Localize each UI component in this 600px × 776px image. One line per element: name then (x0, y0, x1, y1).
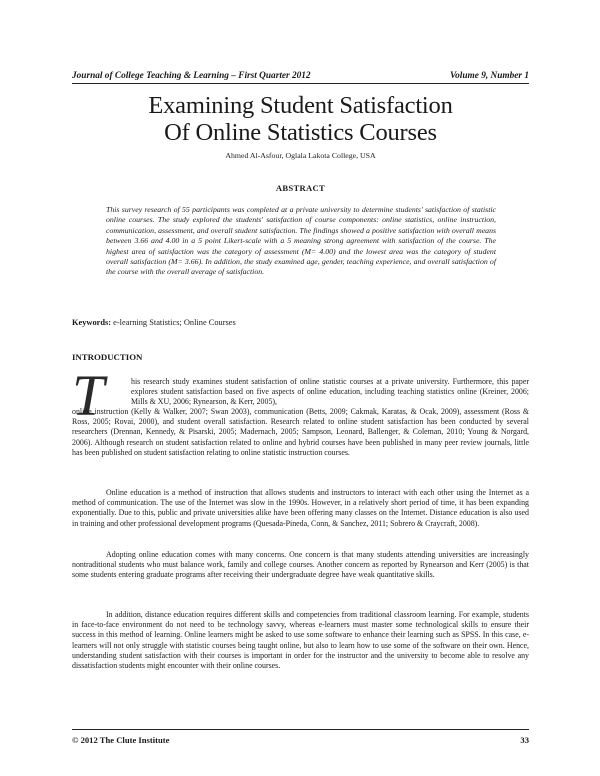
intro-paragraph-2: Online education is a method of instruction that allows students and instructors to interact with each other using the Internet as a method of communication. The use of the Internet was slow in the 1990s. However, in a relatively short period of time, it has been expanding exponentially. Due to this, public and private universities alike have been offering many classes on the Internet. Distance education is also used in training and other professional development programs (Quesada-Pineda, Conn, & Sanchez, 2011; Sobrero & Craycraft, 2008). (72, 488, 529, 528)
intro-paragraph-3: Adopting online education comes with many concerns. One concern is that many students attending universities are increasingly nontraditional students who must balance work, family and college courses. Another concern as reported by Rynearson and Kerr (2005) is that some students entering graduate programs after receiving their undergraduate degree have weak quantitative skills. (72, 550, 529, 580)
abstract-text: This survey research of 55 participants was completed at a private university to determine students' satisfaction of statistic online courses. The study explored the students' satisfaction of course components: online statistics, online instruction, communication, assessment, and overall student satisfaction. The findings showed a positive satisfaction with overall means between 3.66 and 4.00 in a 5 point Likert-scale with a 5 meaning strong agreement with satisfaction of the course. The highest area of satisfaction was the category of assessment (M= 4.00) and the lowest area was the category of student overall satisfaction (M= 3.66). In addition, the study examined age, gender, teaching experience, and overall satisfaction of the course with the overall average of satisfaction. (106, 205, 496, 277)
page-footer (72, 735, 529, 747)
intro-paragraph-1-body: online instruction (Kelly & Walker, 2007; Swan 2003), communication (Betts, 2009; Cakmak, Karatas, & Ocak, 2009), assessment (Ross & Ross, 2005; Rovai, 2000), and student overall satisfaction. Research related to online student satisfaction has been conducted by several researchers (Drennan, Kennedy, & Pisarski, 2005; Madernach, 2005; Sampson, Leonard, Ballenger, & Coleman, 2010; Young & Norgard, 2006). Although research on student satisfaction related to online and hybrid courses have been published in many peer review journals, little has been published on student satisfaction relating to online statistic instruction courses. (72, 407, 529, 457)
keywords-text: e-learning Statistics; Online Courses (113, 318, 236, 327)
intro-paragraph-4: In addition, distance education requires different skills and competencies from traditional classroom learning. For example, students in face-to-face environment do not need to be technology savvy, whereas e-learners must master some technological skills to ensure their success in this method of learning. Online learners might be asked to use some software to enhance their learning such as SPSS. In this case, e-learners will not only struggle with statistic courses being taught online, but also to learn how to use some of the software on their own. Hence, understanding student satisfaction with their courses is important in order for the instructor and the university to become able to resolve any dissatisfaction students might encounter with their online courses. (72, 610, 529, 671)
title-line-1: Examining Student Satisfaction (148, 92, 453, 119)
journal-name: Journal of College Teaching & Learning – First Quarter 2012 (72, 71, 311, 81)
intro-paragraph-1-lead: his research study examines student satisfaction of online statistic courses at a private university. Furthermore, this paper explores student satisfaction based on five aspects of online education, including teaching statistics online (Kreiner, 2006; Mills & XU, 2006; Rynearson, & Kerr, 2005), (131, 377, 529, 407)
header-rule (72, 83, 529, 84)
introduction-heading: INTRODUCTION (72, 352, 143, 362)
page-number: 33 (520, 735, 529, 745)
paper-title (72, 92, 529, 146)
footer-rule (72, 729, 529, 730)
title-line-2: Of Online Statistics Courses (164, 119, 437, 146)
keywords (72, 318, 529, 327)
volume-number: Volume 9, Number 1 (449, 71, 529, 81)
author-line: Ahmed Al-Asfour, Oglala Lakota College, USA (225, 151, 376, 160)
drop-cap: T (72, 363, 105, 428)
abstract-heading: ABSTRACT (275, 183, 326, 193)
keywords-label: Keywords: (72, 318, 112, 327)
running-header (72, 71, 529, 83)
copyright: © 2012 The Clute Institute (72, 735, 170, 745)
